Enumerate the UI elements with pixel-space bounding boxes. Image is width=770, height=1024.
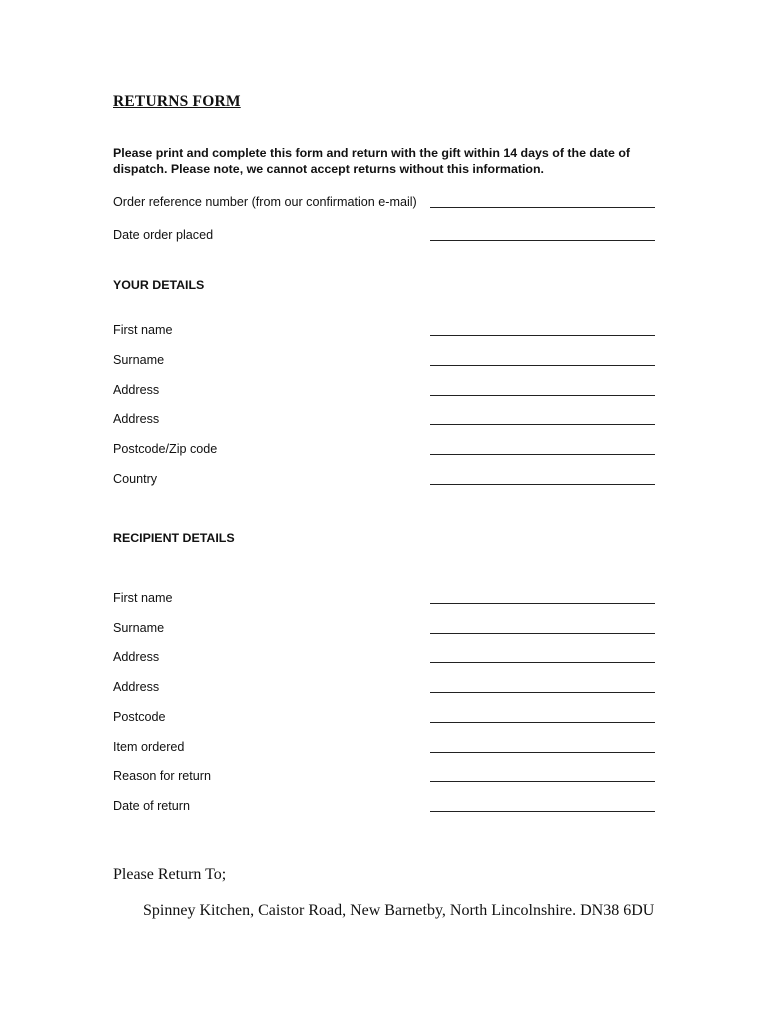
your-first-name-row [113, 323, 655, 341]
address-label: Address [113, 680, 160, 694]
address-label: Address [113, 412, 160, 426]
order-reference-row [113, 195, 655, 213]
your-address-2-row [113, 412, 655, 430]
your-first-name-field[interactable] [430, 335, 655, 336]
recipient-postcode-row [113, 710, 655, 728]
recipient-address-2-field[interactable] [430, 692, 655, 693]
surname-label: Surname [113, 621, 165, 635]
recipient-address-field[interactable] [430, 662, 655, 663]
your-surname-row [113, 353, 655, 371]
first-name-label: First name [113, 591, 173, 605]
date-order-placed-label: Date order placed [113, 228, 214, 242]
date-of-return-row [113, 799, 655, 817]
item-ordered-field[interactable] [430, 752, 655, 753]
address-label: Address [113, 650, 160, 664]
intro-line: Please print and complete this form and return with the gift within 14 days of the date of [113, 146, 631, 160]
your-country-field[interactable] [430, 484, 655, 485]
country-label: Country [113, 472, 158, 486]
recipient-postcode-field[interactable] [430, 722, 655, 723]
return-address: Spinney Kitchen, Caistor Road, New Barnetby, North Lincolnshire. DN38 6DU [143, 902, 655, 919]
postcode-label: Postcode [113, 710, 166, 724]
address-label: Address [113, 383, 160, 397]
item-ordered-row [113, 740, 655, 758]
page-title: RETURNS FORM [113, 93, 241, 110]
intro-text [113, 146, 673, 177]
return-to-label: Please Return To; [113, 866, 227, 883]
reason-for-return-field[interactable] [430, 781, 655, 782]
date-of-return-field[interactable] [430, 811, 655, 812]
recipient-first-name-field[interactable] [430, 603, 655, 604]
postcode-zip-label: Postcode/Zip code [113, 442, 218, 456]
date-order-placed-field[interactable] [430, 240, 655, 241]
reason-for-return-label: Reason for return [113, 769, 212, 783]
recipient-address-2-row [113, 680, 655, 698]
your-postcode-row [113, 442, 655, 460]
order-reference-label: Order reference number (from our confirmation e-mail) [113, 195, 417, 209]
your-postcode-field[interactable] [430, 454, 655, 455]
your-address-row [113, 383, 655, 401]
surname-label: Surname [113, 353, 165, 367]
your-surname-field[interactable] [430, 365, 655, 366]
your-country-row [113, 472, 655, 490]
intro-line: dispatch. Please note, we cannot accept returns without this information. [113, 161, 544, 176]
recipient-surname-field[interactable] [430, 633, 655, 634]
date-of-return-label: Date of return [113, 799, 191, 813]
first-name-label: First name [113, 323, 173, 337]
your-address-2-field[interactable] [430, 424, 655, 425]
recipient-address-row [113, 650, 655, 668]
date-order-placed-row [113, 228, 655, 246]
your-address-field[interactable] [430, 395, 655, 396]
recipient-details-heading: RECIPIENT DETAILS [113, 531, 235, 545]
reason-for-return-row [113, 769, 655, 787]
item-ordered-label: Item ordered [113, 740, 185, 754]
your-details-heading: YOUR DETAILS [113, 278, 205, 292]
recipient-surname-row [113, 621, 655, 639]
order-reference-field[interactable] [430, 207, 655, 208]
recipient-first-name-row [113, 591, 655, 609]
